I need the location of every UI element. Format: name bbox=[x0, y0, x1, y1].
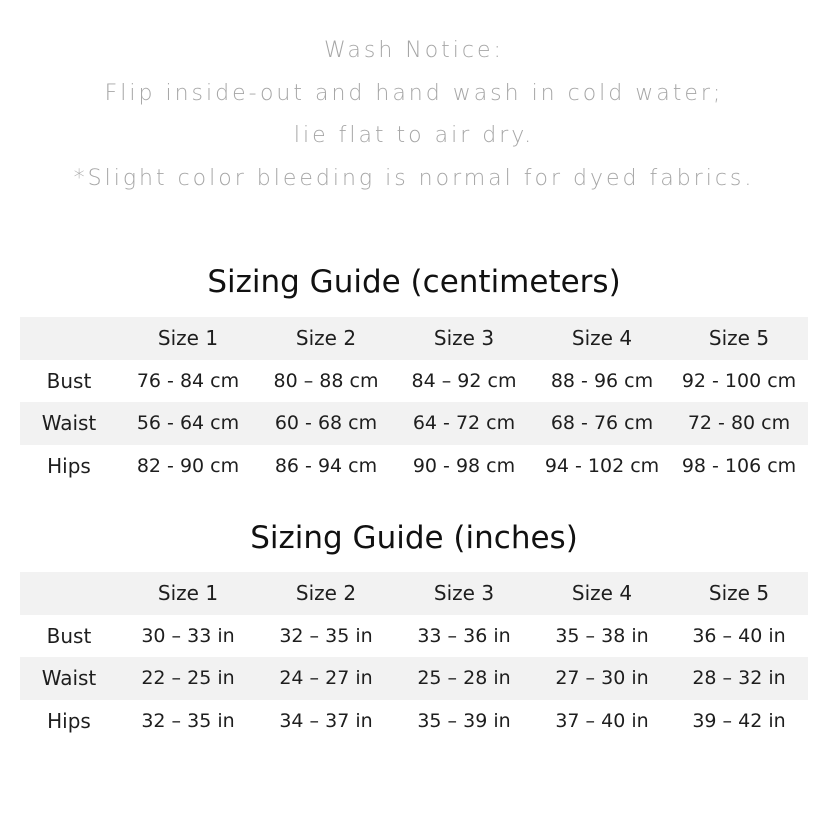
table-cell: 80 – 88 cm bbox=[273, 369, 379, 392]
row-label: Bust bbox=[46, 623, 92, 648]
wash-notice-heading: Wash Notice: bbox=[324, 38, 504, 63]
sizing-table-inches bbox=[20, 572, 808, 742]
sizing-table-cm bbox=[20, 317, 808, 487]
table-row-hips bbox=[20, 445, 808, 488]
table-cell: 32 – 35 in bbox=[279, 624, 373, 647]
table-cell: 68 - 76 cm bbox=[550, 412, 654, 435]
sizing-guide-inches-title: Sizing Guide (inches) bbox=[250, 520, 578, 556]
table-cell: 72 - 80 cm bbox=[687, 412, 791, 435]
table-header-row bbox=[20, 317, 808, 360]
table-cell: 76 - 84 cm bbox=[136, 369, 240, 392]
table-cell: 37 – 40 in bbox=[555, 709, 649, 732]
row-label: Hips bbox=[47, 453, 91, 478]
header-cell-size-4: Size 4 bbox=[571, 581, 633, 606]
wash-notice-disclaimer: *Slight color bleeding is normal for dyed fabrics. bbox=[73, 165, 755, 191]
header-cell-size-2: Size 2 bbox=[295, 326, 357, 351]
table-cell: 25 – 28 in bbox=[417, 667, 511, 690]
table-cell: 56 - 64 cm bbox=[136, 412, 240, 435]
table-cell: 39 – 42 in bbox=[692, 709, 786, 732]
table-cell: 22 – 25 in bbox=[141, 667, 235, 690]
header-cell-size-3: Size 3 bbox=[433, 326, 495, 351]
table-cell: 82 - 90 cm bbox=[136, 454, 240, 477]
header-cell-size-3: Size 3 bbox=[433, 581, 495, 606]
table-cell: 32 – 35 in bbox=[141, 709, 235, 732]
table-cell: 64 - 72 cm bbox=[412, 412, 516, 435]
wash-notice-line: lie flat to air dry. bbox=[293, 123, 535, 148]
table-cell: 24 – 27 in bbox=[279, 667, 373, 690]
table-row-waist bbox=[20, 402, 808, 445]
table-cell: 88 - 96 cm bbox=[550, 369, 654, 392]
row-label: Bust bbox=[46, 368, 92, 393]
row-label: Waist bbox=[41, 666, 97, 691]
wash-notice-line: Flip inside-out and hand wash in cold water; bbox=[104, 80, 724, 106]
table-row-hips bbox=[20, 700, 808, 743]
table-header-row bbox=[20, 572, 808, 615]
table-cell: 36 – 40 in bbox=[692, 624, 786, 647]
table-cell: 27 – 30 in bbox=[555, 667, 649, 690]
table-cell: 35 – 39 in bbox=[417, 709, 511, 732]
table-cell: 33 – 36 in bbox=[417, 624, 511, 647]
header-cell-size-5: Size 5 bbox=[708, 326, 770, 351]
row-label: Hips bbox=[47, 708, 91, 733]
header-cell-size-1: Size 1 bbox=[157, 326, 219, 351]
table-cell: 28 – 32 in bbox=[692, 667, 786, 690]
table-cell: 30 – 33 in bbox=[141, 624, 235, 647]
table-cell: 84 – 92 cm bbox=[411, 369, 517, 392]
table-row-bust bbox=[20, 615, 808, 658]
table-cell: 60 - 68 cm bbox=[274, 412, 378, 435]
table-cell: 34 – 37 in bbox=[279, 709, 373, 732]
table-cell: 94 - 102 cm bbox=[544, 454, 660, 477]
row-label: Waist bbox=[41, 411, 97, 436]
sizing-guide-cm-title: Sizing Guide (centimeters) bbox=[207, 264, 621, 300]
header-cell-size-1: Size 1 bbox=[157, 581, 219, 606]
table-cell: 98 - 106 cm bbox=[681, 454, 797, 477]
header-cell-size-5: Size 5 bbox=[708, 581, 770, 606]
header-cell-size-2: Size 2 bbox=[295, 581, 357, 606]
table-cell: 35 – 38 in bbox=[555, 624, 649, 647]
table-cell: 86 - 94 cm bbox=[274, 454, 378, 477]
wash-notice bbox=[0, 30, 828, 200]
table-cell: 92 - 100 cm bbox=[681, 369, 797, 392]
table-cell: 90 - 98 cm bbox=[412, 454, 516, 477]
table-row-waist bbox=[20, 657, 808, 700]
header-cell-size-4: Size 4 bbox=[571, 326, 633, 351]
table-row-bust bbox=[20, 360, 808, 403]
